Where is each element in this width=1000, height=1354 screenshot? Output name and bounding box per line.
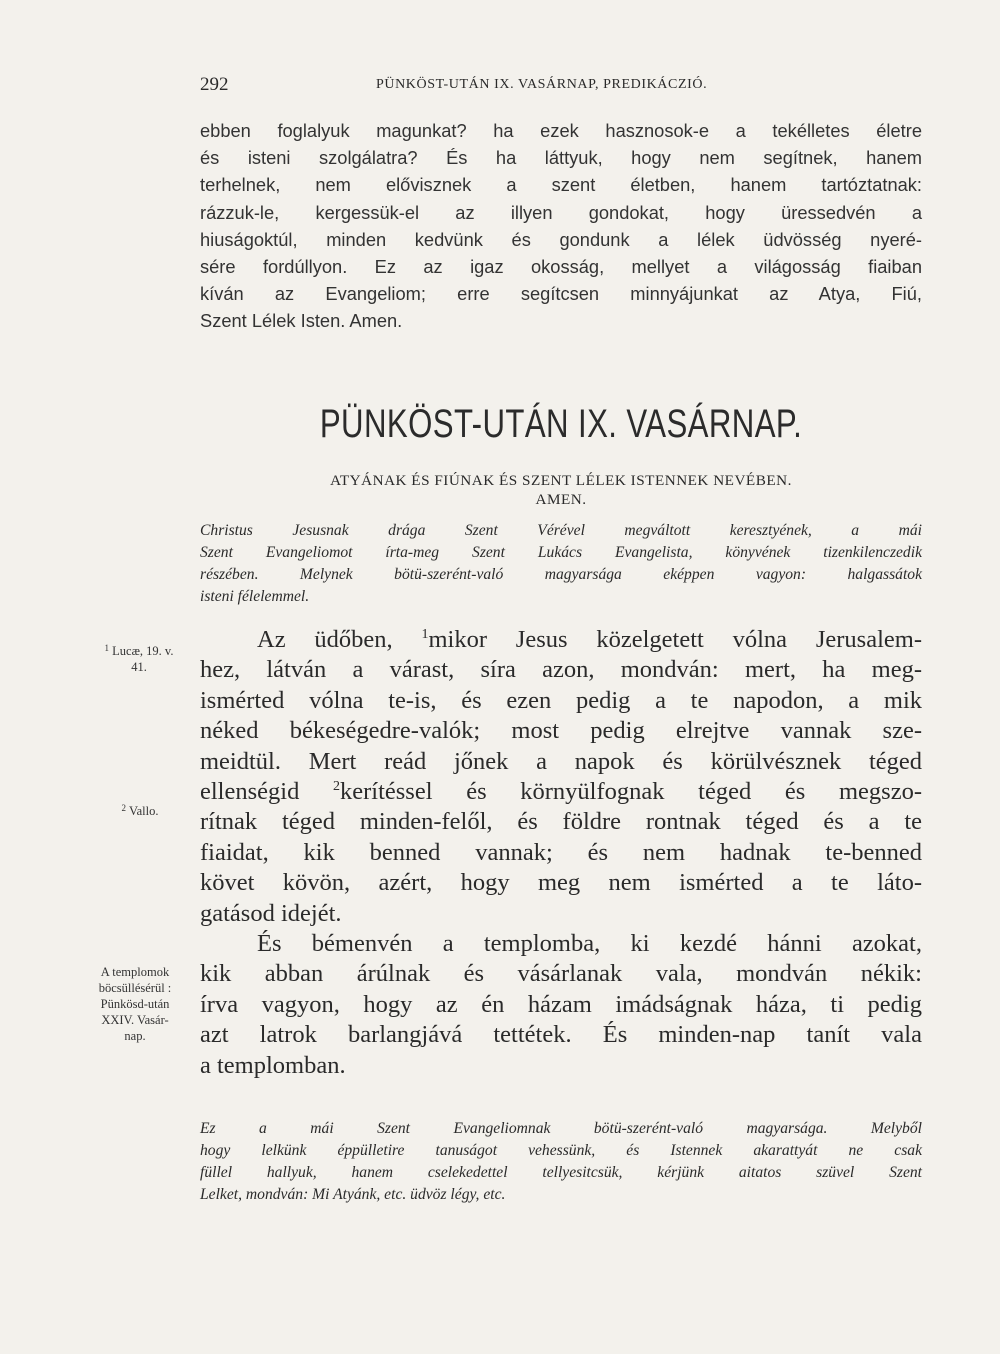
- text-line: [200, 625, 922, 655]
- text-line: [200, 777, 922, 807]
- margin-line: nap.: [124, 1029, 146, 1043]
- footnote-marker: 2: [121, 803, 127, 813]
- text-line: Szent Lélek Isten. Amen.: [200, 310, 403, 332]
- margin-line: böcsüllésérül :: [98, 981, 172, 995]
- footnote-marker: 2: [333, 779, 340, 795]
- margin-line: [80, 640, 198, 659]
- text-line: követ kövön, azért, hogy meg nem ismérted a te láto-: [200, 869, 922, 897]
- margin-line: [90, 800, 190, 819]
- text-line: füllel hallyuk, hanem cselekedettel tellyesitcsük, kérjünk aitatos szüvel Szent: [200, 1164, 922, 1181]
- text-line: ebben foglalyuk magunkat? ha ezek hasznosok-e a tekélletes életre: [200, 120, 922, 141]
- text-line: Szent Evangeliomot írta-meg Szent Lukács Evangelista, könyvének tizenkilenczedik: [200, 544, 922, 561]
- text-line: és isteni szolgálatra? És ha láttyuk, hogy nem segítnek, hanem: [200, 147, 922, 169]
- running-head: PÜNKÖST-UTÁN IX. VASÁRNAP, PREDIKÁCZIÓ.: [376, 77, 708, 92]
- text-fragment: Az üdőben,: [257, 626, 422, 653]
- margin-note-luke: [80, 640, 198, 675]
- text-fragment: kerítéssel és környülfognak téged és megszo-: [340, 778, 922, 806]
- gospel-text: [200, 625, 922, 1081]
- text-line: sére fordúllyon. Ez az igaz okosság, mellyet a világosság fiaiban: [200, 256, 922, 278]
- text-line: gatásod idejét.: [200, 899, 342, 927]
- margin-line: A templomok: [100, 965, 170, 979]
- text-fragment: mikor Jesus közelgetett vólna Jerusalem-: [428, 626, 922, 653]
- text-line: hez, látván a várast, síra azon, mondván: mert, ha meg-: [200, 656, 922, 684]
- text-line: rázzuk-le, kergessük-el az illyen gondokat, hogy üressedvén a: [200, 201, 922, 223]
- margin-line: 41.: [131, 660, 147, 674]
- margin-text: Lucæ, 19. v.: [112, 644, 174, 658]
- text-line: meidtül. Mert reád jőnek a napok és körülvésznek téged: [200, 747, 922, 775]
- closing-exhortation: [200, 1118, 922, 1206]
- margin-line: XXIV. Vasár-: [101, 1013, 169, 1027]
- text-line: Ez a mái Szent Evangeliomnak bötü-szerént-való magyarsága. Melyből: [200, 1120, 922, 1137]
- text-line: azt latrok barlangjává tettétek. És minden-nap tanít vala: [200, 1021, 922, 1049]
- page-number: 292: [200, 74, 229, 95]
- footnote-marker: 1: [104, 643, 110, 653]
- footnote-marker: 1: [421, 627, 429, 642]
- margin-note-temple: [72, 964, 198, 1044]
- text-line: kik abban árúlnak és vásárlanak vala, mondván nékik:: [200, 960, 922, 988]
- page-header: [200, 74, 925, 98]
- text-line: Christus Jesusnak drága Szent Vérével megváltott keresztyének, a mái: [200, 522, 922, 539]
- text-line: hiuságoktúl, minden kedvünk és gondunk a lélek üdvösség nyeré-: [200, 228, 922, 250]
- text-line: terhelnek, nem elővisznek a szent életben, hanem tartóztatnak:: [200, 174, 922, 196]
- text-line: És bémenvén a templomba, ki kezdé hánni azokat,: [257, 930, 922, 958]
- text-line: hogy lelkünk éppülletire tanuságot vehessünk, és Istennek akarattyát ne csak: [200, 1142, 922, 1159]
- margin-note-vallo: [90, 800, 190, 819]
- margin-line: Pünkösd-után: [100, 997, 170, 1011]
- text-line: kíván az Evangeliom; erre segítcsen minnyájunkat az Atya, Fiú,: [200, 283, 922, 305]
- text-line: rítnak téged minden-felől, és földre rontnak téged és a te: [200, 808, 922, 836]
- text-line: írva vagyon, hogy az én házam imádságnak háza, ti pedig: [200, 990, 922, 1018]
- section-title: PÜNKÖST-UTÁN IX. VASÁRNAP.: [319, 402, 803, 446]
- text-line: isteni félelemmel.: [200, 588, 310, 605]
- text-fragment: ellenségid: [200, 778, 333, 806]
- text-line: néked békeségedre-valók; most pedig elrejtve vannak sze-: [200, 717, 922, 745]
- margin-text: Vallo.: [128, 804, 159, 818]
- text-line: fiaidat, kik benned vannak; és nem hadnak te-benned: [200, 838, 922, 866]
- text-line: Lelket, mondván: Mi Atyánk, etc. üdvöz légy, etc.: [200, 1186, 506, 1203]
- invocation: [200, 471, 922, 509]
- invocation-line: ATYÁNAK ÉS FIÚNAK ÉS SZENT LÉLEK ISTENNEK NEVÉBEN.: [330, 472, 792, 489]
- text-line: a templomban.: [200, 1051, 346, 1079]
- gospel-introduction: [200, 520, 922, 608]
- invocation-line: AMEN.: [535, 491, 587, 508]
- text-line: részében. Melynek bötü-szerént-való magyarsága eképpen vagyon: halgassátok: [200, 566, 922, 583]
- text-line: ismérted vólna te-is, és ezen pedig a te napodon, a mik: [200, 686, 922, 714]
- sermon-conclusion: [200, 117, 922, 335]
